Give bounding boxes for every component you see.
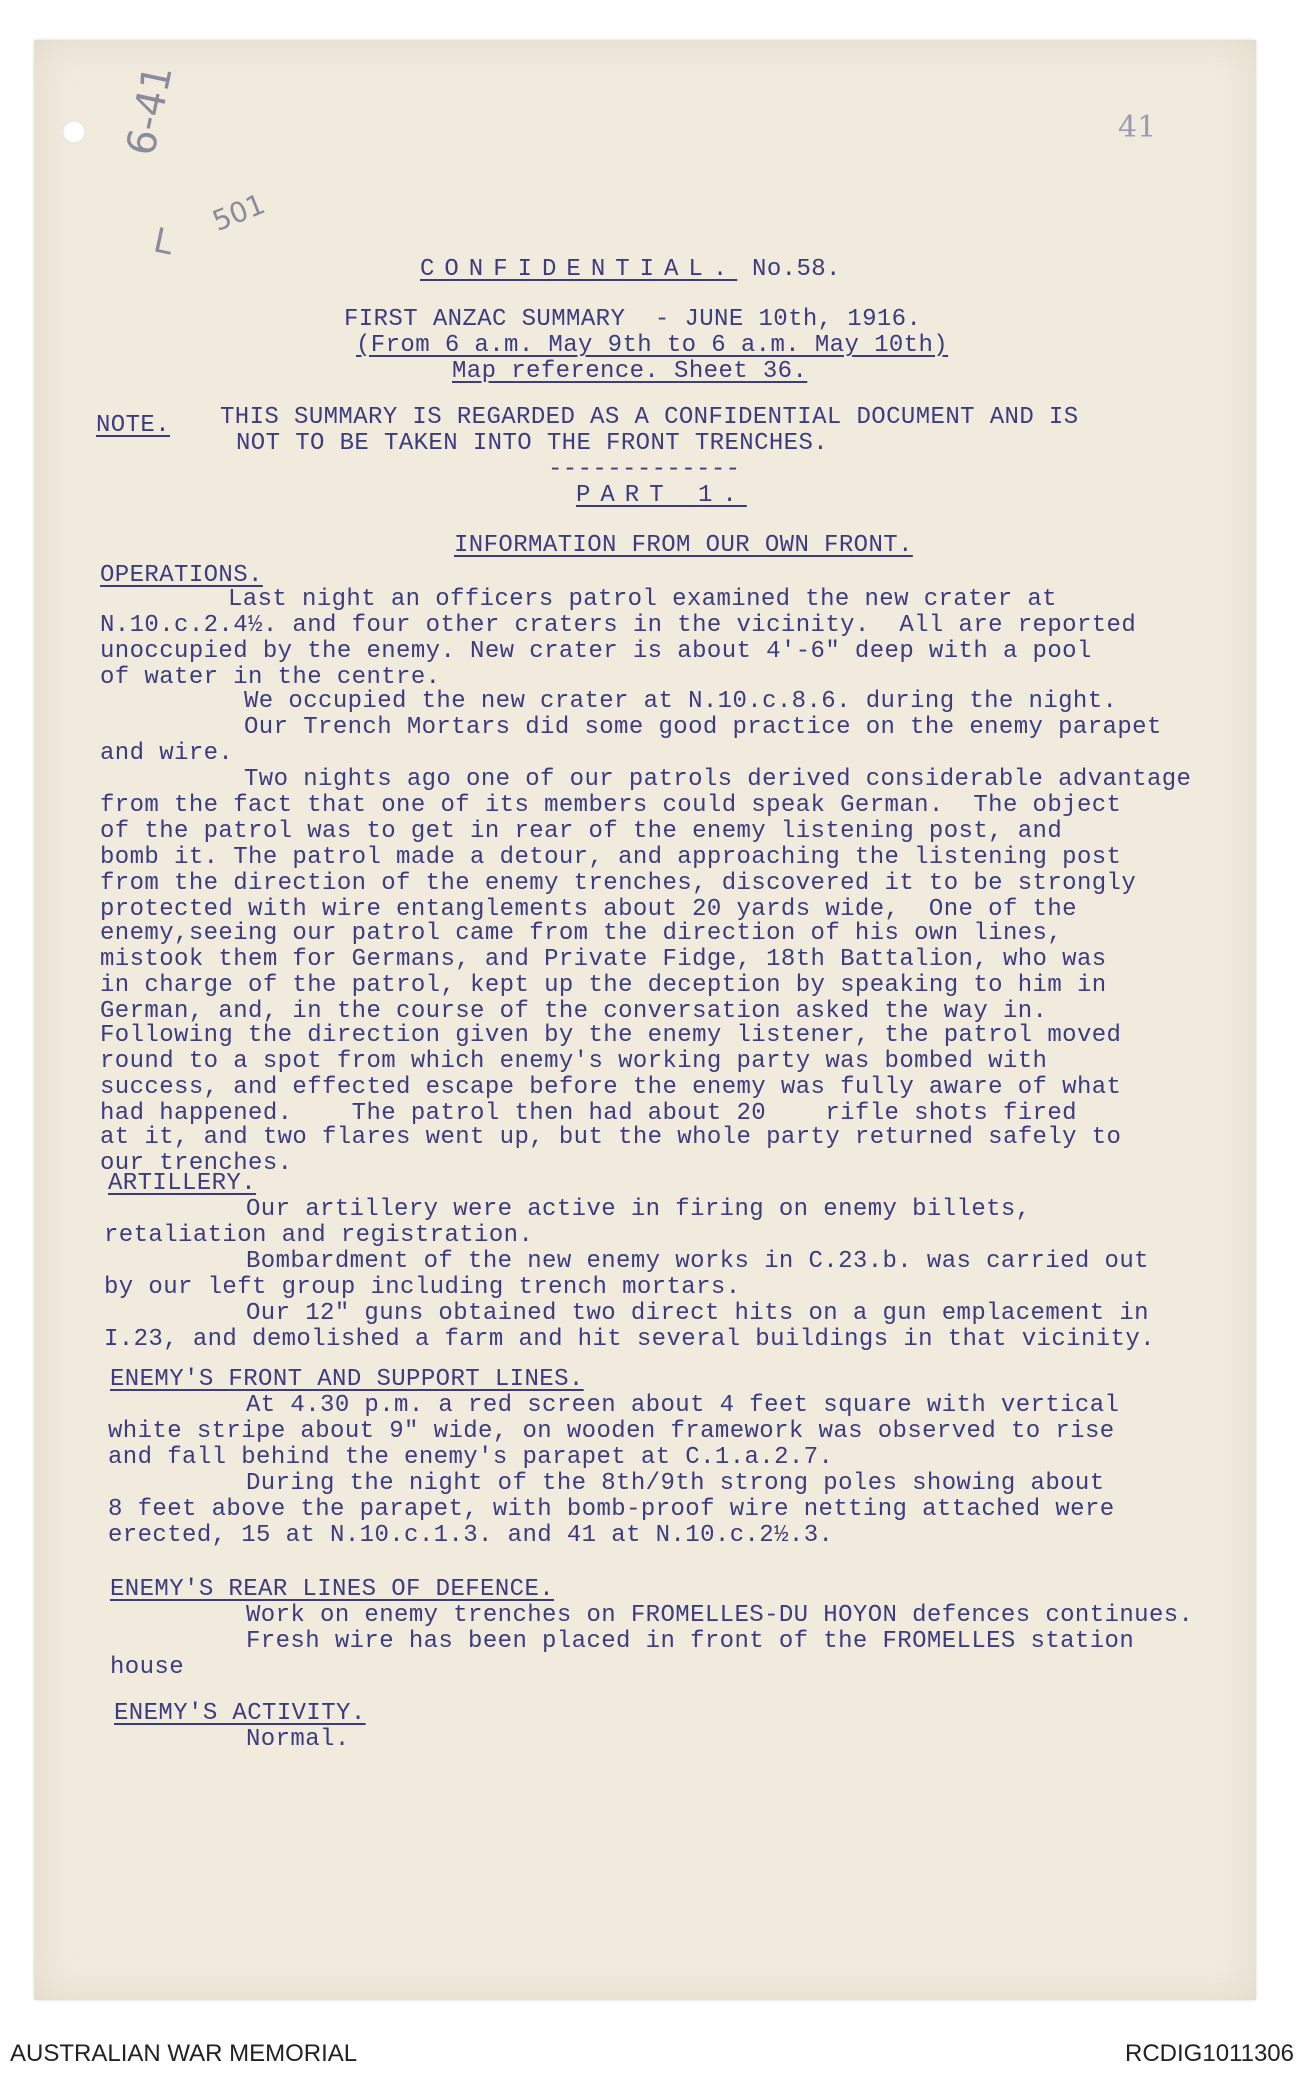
summary-title: FIRST ANZAC SUMMARY - JUNE 10th, 1916.: [344, 306, 922, 333]
classification-line: [420, 258, 841, 282]
enemy-rear-line: Fresh wire has been placed in front of the FROMELLES station: [246, 1628, 1135, 1655]
enemy-rear-line: Work on enemy trenches on FROMELLES-DU HOYON defences continues.: [246, 1602, 1194, 1629]
enemy-activity-line: Normal.: [246, 1726, 350, 1753]
operations-line: Last night an officers patrol examined the new crater at: [228, 586, 1057, 613]
artillery-line: Our artillery were active in firing on enemy billets,: [246, 1196, 1031, 1223]
handwritten-mark: L: [150, 220, 177, 264]
punch-hole: [62, 120, 86, 144]
map-reference: Map reference. Sheet 36.: [452, 358, 808, 385]
note-label: NOTE.: [96, 412, 171, 439]
operations-line: Two nights ago one of our patrols derived considerable advantage: [244, 766, 1192, 793]
enemy-front-line: white stripe about 9" wide, on wooden framework was observed to rise: [108, 1418, 1115, 1445]
handwritten-reference: 6-41: [118, 61, 182, 160]
artillery-line: by our left group including trench mortars.: [104, 1274, 741, 1301]
operations-line: had happened. The patrol then had about 20 rifle shots fired: [100, 1100, 1077, 1127]
enemy-front-heading: ENEMY'S FRONT AND SUPPORT LINES.: [110, 1366, 584, 1393]
artillery-line: Our 12" guns obtained two direct hits on a gun emplacement in: [246, 1300, 1149, 1327]
divider: -------------: [548, 456, 741, 483]
enemy-front-line: erected, 15 at N.10.c.1.3. and 41 at N.10.c.2½.3.: [108, 1522, 834, 1549]
artillery-line: I.23, and demolished a farm and hit several buildings in that vicinity.: [104, 1326, 1155, 1353]
operations-line: of the patrol was to get in rear of the enemy listening post, and: [100, 818, 1063, 845]
operations-line: round to a spot from which enemy's working party was bombed with: [100, 1048, 1048, 1075]
operations-line: protected with wire entanglements about 20 yards wide, One of the: [100, 896, 1077, 923]
operations-line: We occupied the new crater at N.10.c.8.6. during the night.: [244, 688, 1118, 715]
operations-line: unoccupied by the enemy. New crater is about 4'-6" deep with a pool: [100, 638, 1092, 665]
operations-heading: OPERATIONS.: [100, 562, 263, 589]
operations-line: Our Trench Mortars did some good practice on the enemy parapet: [244, 714, 1162, 741]
operations-line: in charge of the patrol, kept up the deception by speaking to him in: [100, 972, 1107, 999]
operations-line: our trenches.: [100, 1150, 293, 1177]
operations-line: bomb it. The patrol made a detour, and approaching the listening post: [100, 844, 1122, 871]
handwritten-number: 501: [207, 187, 270, 238]
footer-record-id: RCDIG1011306: [1125, 2040, 1294, 2067]
note-line-2: NOT TO BE TAKEN INTO THE FRONT TRENCHES.: [236, 430, 829, 457]
operations-line: Following the direction given by the enemy listener, the patrol moved: [100, 1022, 1122, 1049]
folio-number: 41: [1118, 110, 1157, 145]
operations-line: from the direction of the enemy trenches, discovered it to be strongly: [100, 870, 1137, 897]
operations-line: enemy,seeing our patrol came from the direction of his own lines,: [100, 920, 1063, 947]
operations-line: success, and effected escape before the enemy was fully aware of what: [100, 1074, 1122, 1101]
part-title: PART 1.: [576, 482, 747, 509]
confidential-heading: CONFIDENTIAL.: [420, 256, 738, 283]
enemy-rear-heading: ENEMY'S REAR LINES OF DEFENCE.: [110, 1576, 555, 1603]
enemy-front-line: During the night of the 8th/9th strong poles showing about: [246, 1470, 1105, 1497]
artillery-line: retaliation and registration.: [104, 1222, 534, 1249]
operations-line: German, and, in the course of the conversation asked the way in.: [100, 998, 1048, 1025]
operations-line: of water in the centre.: [100, 664, 441, 691]
operations-line: and wire.: [100, 740, 234, 767]
enemy-rear-line: house: [110, 1654, 185, 1681]
artillery-line: Bombardment of the new enemy works in C.23.b. was carried out: [246, 1248, 1149, 1275]
footer-institution: AUSTRALIAN WAR MEMORIAL: [10, 2040, 358, 2067]
note-line-1: THIS SUMMARY IS REGARDED AS A CONFIDENTIAL DOCUMENT AND IS: [220, 404, 1079, 431]
enemy-front-line: and fall behind the enemy's parapet at C.1.a.2.7.: [108, 1444, 834, 1471]
enemy-activity-heading: ENEMY'S ACTIVITY.: [114, 1700, 366, 1727]
artillery-heading: ARTILLERY.: [108, 1170, 257, 1197]
enemy-front-line: 8 feet above the parapet, with bomb-proof wire netting attached were: [108, 1496, 1115, 1523]
operations-line: N.10.c.2.4½. and four other craters in the vicinity. All are reported: [100, 612, 1137, 639]
summary-period: (From 6 a.m. May 9th to 6 a.m. May 10th): [356, 332, 949, 359]
operations-line: from the fact that one of its members could speak German. The object: [100, 792, 1122, 819]
part-subtitle: INFORMATION FROM OUR OWN FRONT.: [454, 532, 913, 559]
operations-line: mistook them for Germans, and Private Fidge, 18th Battalion, who was: [100, 946, 1107, 973]
operations-line: at it, and two flares went up, but the whole party returned safely to: [100, 1124, 1122, 1151]
summary-number: No.58.: [752, 256, 841, 283]
enemy-front-line: At 4.30 p.m. a red screen about 4 feet square with vertical: [246, 1392, 1120, 1419]
